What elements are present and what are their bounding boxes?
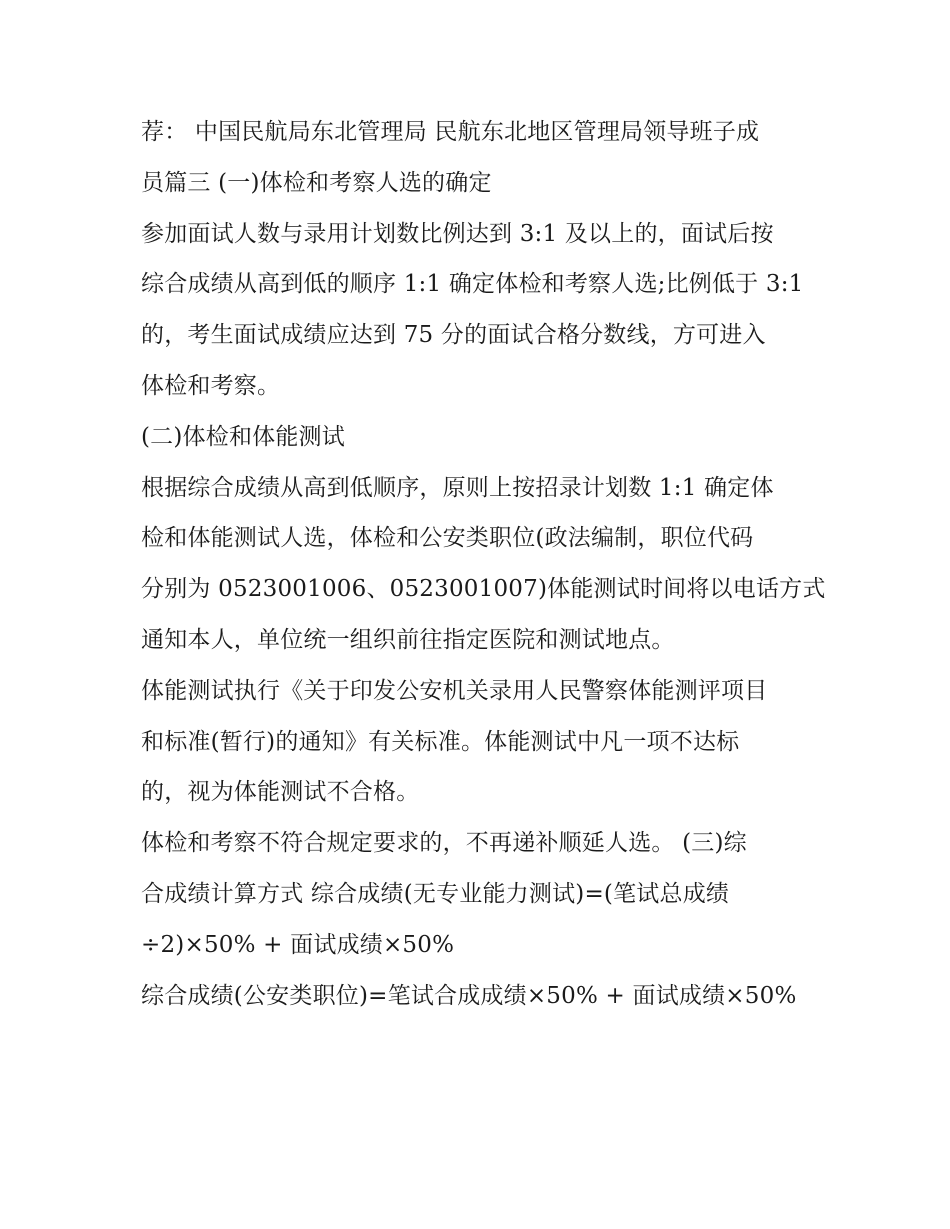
text-line: 综合成绩从高到低的顺序 1:1 确定体检和考察人选;比例低于 3:1 [141, 271, 804, 298]
text-line: 通知本人，单位统一组织前往指定医院和测试地点。 [141, 626, 675, 653]
text-line: 检和体能测试人选，体检和公安类职位(政法编制，职位代码 [141, 525, 754, 552]
text-line: 分别为 0523001006、0523001007)体能测试时间将以电话方式 [141, 576, 826, 603]
section-heading: (二)体检和体能测试 [141, 423, 345, 450]
text-line: 荐： 中国民航局东北管理局 民航东北地区管理局领导班子成 [141, 119, 760, 145]
text-line: 和标准(暂行)的通知》有关标准。体能测试中凡一项不达标 [141, 728, 740, 755]
text-line: 的，考生面试成绩应达到 75 分的面试合格分数线，方可进入 [141, 322, 766, 349]
formula-line: 综合成绩(公安类职位)=笔试合成成绩×50% + 面试成绩×50% [141, 982, 797, 1009]
text-line: 体能测试执行《关于印发公安机关录用人民警察体能测评项目 [141, 677, 768, 704]
text-line: 参加面试人数与录用计划数比例达到 3:1 及以上的，面试后按 [141, 220, 774, 247]
text-line: 根据综合成绩从高到低顺序，原则上按招录计划数 1:1 确定体 [141, 474, 774, 501]
text-line: 体检和考察不符合规定要求的，不再递补顺延人选。 (三)综 [141, 830, 747, 857]
text-line: 员篇三 (一)体检和考察人选的确定 [141, 169, 492, 196]
formula-line: ÷2)×50% + 面试成绩×50% [141, 931, 455, 958]
text-line: 的，视为体能测试不合格。 [141, 779, 420, 806]
text-line: 合成绩计算方式 综合成绩(无专业能力测试)=(笔试总成绩 [141, 880, 730, 907]
document-body [141, 107, 826, 1021]
text-line: 体检和考察。 [141, 372, 281, 399]
